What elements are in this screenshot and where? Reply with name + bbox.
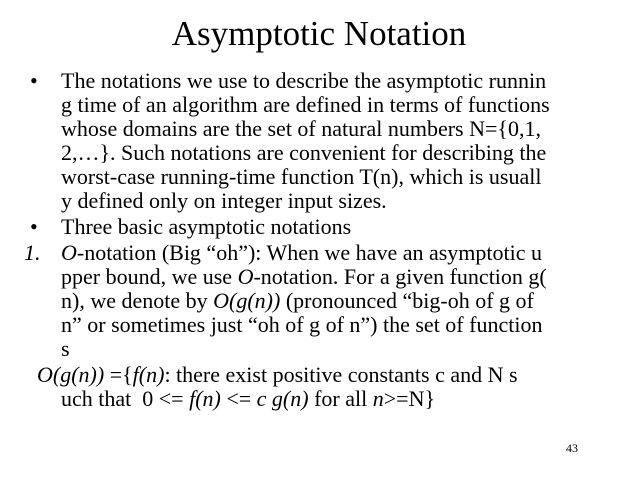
math-c-g-n: c g(n) — [256, 386, 309, 411]
bullet-marker: • — [30, 214, 38, 239]
text-line — [61, 266, 547, 288]
text-run: -notation. For a given function g( — [253, 264, 547, 289]
text-run: : there exist positive constants c and N s — [164, 362, 518, 387]
text-line: whose domains are the set of natural numbers N={0,1, — [61, 116, 541, 141]
text-run: n), we denote by — [61, 288, 214, 313]
text-line: The notations we use to describe the asymptotic runnin — [61, 68, 547, 93]
math-n: n — [372, 386, 384, 411]
text-line: g time of an algorithm are defined in terms of functions — [61, 92, 550, 117]
text-run: for all — [308, 386, 373, 411]
text-line — [61, 242, 542, 264]
bullet-marker: • — [30, 68, 38, 93]
text-run: -notation (Big “oh”): When we have an asymptotic u — [76, 240, 543, 265]
text-line: s — [61, 336, 70, 361]
text-line — [61, 388, 435, 410]
math-o-g-n: O(g(n)) — [37, 362, 105, 387]
text-run: <= — [220, 386, 257, 411]
math-f-n: f(n) — [132, 362, 165, 387]
math-o: O — [237, 264, 254, 289]
text-run: ={ — [104, 362, 133, 387]
text-run: uch that 0 <= — [61, 386, 190, 411]
text-line: y defined only on integer input sizes. — [61, 188, 387, 213]
math-f-n: f(n) — [189, 386, 221, 411]
math-o: O — [61, 240, 77, 265]
text-line: Three basic asymptotic notations — [61, 214, 352, 239]
text-run: pper bound, we use — [61, 264, 238, 289]
math-o-g-n: O(g(n)) — [213, 288, 281, 313]
slide-title: Asymptotic Notation — [171, 14, 467, 53]
item-number: 1. — [24, 240, 41, 265]
text-line: 2,…}. Such notations are convenient for describing the — [61, 140, 547, 165]
text-line — [61, 290, 534, 312]
text-run: >=N} — [383, 386, 436, 411]
text-run: (pronounced “big-oh of g of — [280, 288, 534, 313]
text-line — [37, 364, 518, 386]
text-line: worst-case running-time function T(n), which is usuall — [61, 164, 542, 189]
page-number: 43 — [566, 441, 578, 455]
text-line: n” or sometimes just “oh of g of n”) the set of function — [61, 312, 543, 337]
